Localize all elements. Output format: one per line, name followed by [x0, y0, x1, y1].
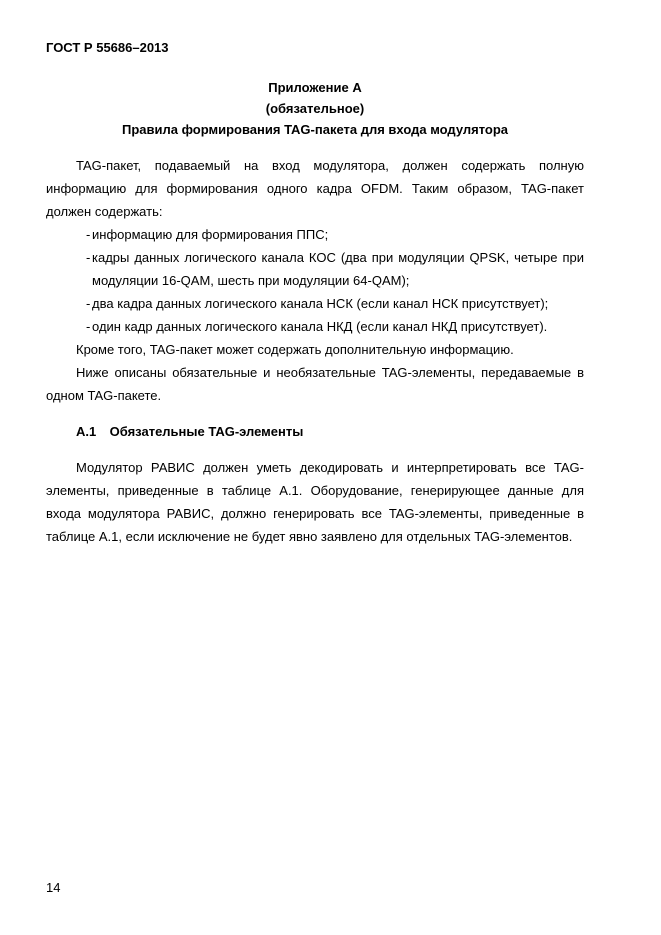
appendix-status: (обязательное)	[265, 101, 365, 116]
list-dash: -	[86, 296, 91, 311]
section-body	[46, 456, 584, 548]
list-dash: -	[86, 319, 91, 334]
list-dash: -	[86, 227, 91, 242]
appendix-body	[46, 154, 584, 407]
page-number: 14	[46, 880, 61, 895]
section-title: Обязательные TAG-элементы	[109, 424, 304, 439]
extra-paragraph: Кроме того, TAG-пакет может содержать дополнительную информацию.	[76, 342, 514, 357]
section-heading	[76, 424, 303, 439]
list-item	[46, 223, 584, 246]
list-dash: -	[86, 250, 91, 265]
list-item	[46, 315, 584, 338]
list-item-text: один кадр данных логического канала НКД (если канал НКД присутствует).	[92, 319, 548, 334]
below-paragraph: Ниже описаны обязательные и необязательные TAG-элементы, передаваемые в одном TAG-пакете.	[46, 365, 584, 403]
list-item	[46, 246, 584, 292]
list-item	[46, 292, 584, 315]
intro-paragraph: TAG-пакет, подаваемый на вход модулятора, должен содержать полную информацию для формирования одного кадра OFDM. Таким образом, TAG-пакет должен содержать:	[46, 158, 584, 219]
section-paragraph: Модулятор РАВИС должен уметь декодировать и интерпретировать все TAG-элементы, приведенные в таблице А.1. Оборудование, генерирующее данные для входа модулятора РАВИС, должно генерировать все TAG-элементы, приведенные в таблице А.1, если исключение не будет явно заявлено для отдельных TAG-элементов.	[46, 460, 584, 544]
list-item-text: кадры данных логического канала КОС (два при модуляции QPSK, четыре при модуляции 16-QAM, шесть при модуляции 64-QAM);	[92, 250, 584, 288]
appendix-title: Правила формирования TAG-пакета для входа модулятора	[121, 122, 509, 137]
section-number: А.1	[76, 424, 97, 439]
requirements-list	[46, 223, 584, 338]
list-item-text: информацию для формирования ППС;	[92, 227, 329, 242]
appendix-label: Приложение А	[268, 80, 362, 95]
document-code: ГОСТ Р 55686–2013	[46, 40, 169, 55]
list-item-text: два кадра данных логического канала НСК (если канал НСК присутствует);	[92, 296, 549, 311]
